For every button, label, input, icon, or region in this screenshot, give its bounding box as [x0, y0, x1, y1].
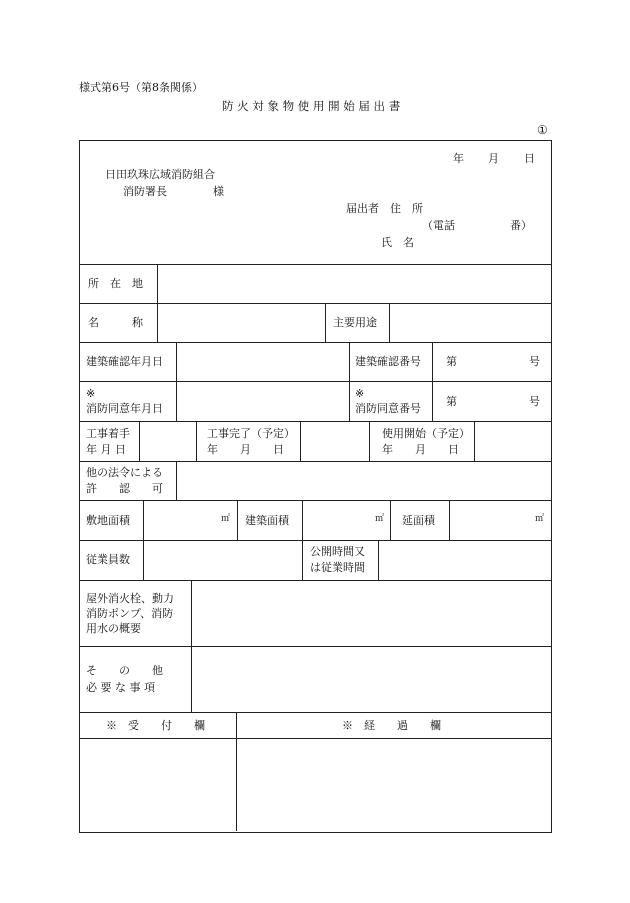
dai-label: 第 — [446, 395, 457, 408]
date-month: 月 — [488, 152, 499, 165]
col-divider — [378, 540, 379, 580]
outdoor-hydrant-label: 屋外消火栓、動力 — [86, 592, 174, 605]
sqm-unit: ㎡ — [375, 514, 385, 524]
building-confirm-date-label: 建築確認年月日 — [86, 355, 163, 368]
col-divider — [369, 421, 370, 461]
notifier-address-label: 届出者 住 所 — [346, 202, 423, 215]
employees-label: 従業員数 — [86, 553, 130, 566]
construction-start-ymd: 年 月 日 — [86, 443, 126, 456]
asterisk-mark: ※ — [86, 387, 96, 400]
site-area-label: 敷地面積 — [86, 514, 130, 527]
sqm-unit: ㎡ — [221, 514, 231, 524]
organization-name: 日田玖珠広域消防組合 — [105, 168, 215, 181]
col-divider — [157, 264, 158, 342]
fire-consent-no-label: 消防同意番号 — [355, 402, 421, 415]
other-law-label: 他の法令による — [86, 466, 163, 479]
name-label: 名 称 — [88, 316, 143, 329]
row-divider — [79, 540, 551, 541]
go-label: 号 — [529, 355, 540, 368]
row-divider — [79, 738, 551, 739]
circle-number-mark: ① — [537, 123, 548, 137]
progress-label: ※ 経 過 欄 — [342, 719, 441, 732]
col-divider — [236, 712, 237, 831]
col-divider — [390, 500, 391, 540]
row-divider — [79, 461, 551, 462]
date-year: 年 — [453, 152, 464, 165]
row-divider — [79, 646, 551, 647]
hours-label: 公開時間又 — [310, 545, 365, 558]
construction-end-label: 工事完了（予定） — [207, 427, 295, 440]
col-divider — [349, 342, 350, 421]
necessary-items-label: 必 要 な 事 項 — [86, 681, 155, 694]
construction-end-ymd: 年 月 日 — [207, 443, 284, 456]
col-divider — [325, 303, 326, 342]
building-area-label: 建築面積 — [245, 514, 289, 527]
main-use-label: 主要用途 — [333, 316, 377, 329]
sqm-unit: ㎡ — [535, 514, 545, 524]
notifier-name-label: 氏 名 — [381, 236, 414, 249]
date-day: 日 — [524, 152, 535, 165]
use-start-ymd: 年 月 日 — [382, 443, 459, 456]
phone-open: （電話 — [422, 219, 455, 232]
other-label: そ の 他 — [86, 664, 163, 677]
building-confirm-no-label: 建築確認番号 — [355, 355, 421, 368]
col-divider — [176, 461, 177, 500]
floor-area-label: 延面積 — [402, 514, 435, 527]
row-divider — [79, 264, 551, 265]
col-divider — [176, 342, 177, 421]
outdoor-hydrant-label-3: 用水の概要 — [86, 622, 141, 635]
col-divider — [302, 500, 303, 580]
col-divider — [432, 342, 433, 421]
row-divider — [79, 500, 551, 501]
asterisk-mark: ※ — [355, 387, 365, 400]
col-divider — [196, 421, 197, 461]
row-divider — [79, 712, 551, 713]
go-label: 号 — [529, 395, 540, 408]
col-divider — [143, 500, 144, 580]
fire-chief: 消防署長 — [123, 185, 167, 198]
outdoor-hydrant-label-2: 消防ポンプ、消防 — [86, 607, 174, 620]
row-divider — [79, 342, 551, 343]
col-divider — [237, 500, 238, 540]
col-divider — [449, 500, 450, 540]
row-divider — [79, 421, 551, 422]
col-divider — [389, 303, 390, 342]
hours-label-2: は従業時間 — [310, 561, 365, 574]
row-divider — [79, 303, 551, 304]
permit-label: 許 認 可 — [86, 482, 163, 495]
col-divider — [300, 421, 301, 461]
reception-label: ※ 受 付 欄 — [106, 719, 205, 732]
col-divider — [139, 421, 140, 461]
use-start-label: 使用開始（予定） — [382, 427, 470, 440]
honorific: 様 — [213, 185, 224, 198]
form-number: 様式第6号（第8条関係） — [79, 81, 203, 94]
col-divider — [191, 580, 192, 712]
row-divider — [79, 580, 551, 581]
form-title: 防 火 対 象 物 使 用 開 始 届 出 書 — [222, 99, 401, 113]
col-divider — [474, 421, 475, 461]
location-label: 所 在 地 — [88, 277, 143, 290]
construction-start-label: 工事着手 — [86, 427, 130, 440]
phone-close: 番） — [510, 219, 532, 232]
dai-label: 第 — [446, 355, 457, 368]
row-divider — [79, 381, 551, 382]
fire-consent-date-label: 消防同意年月日 — [86, 402, 163, 415]
